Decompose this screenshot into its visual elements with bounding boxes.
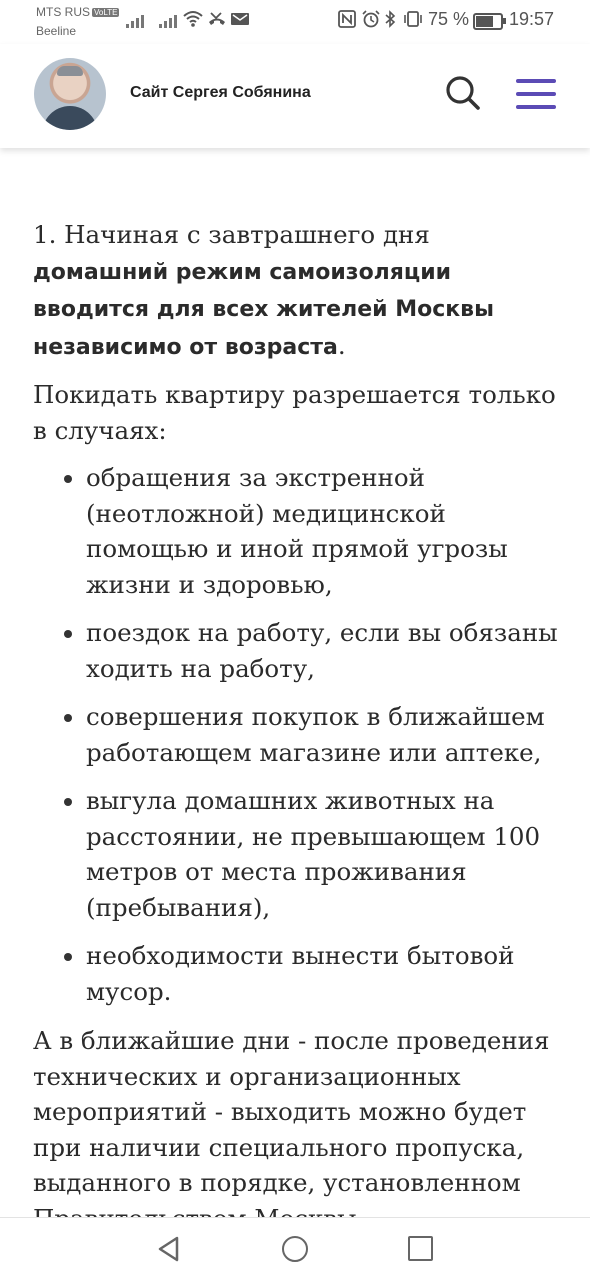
- wifi-icon: [183, 10, 203, 33]
- battery-icon: [473, 13, 503, 30]
- carrier-secondary: Beeline: [36, 24, 77, 38]
- list-item: обращения за экстренной (неотложной) медицинской помощью и иной прямой угрозы жизни и здоровью,: [33, 460, 563, 602]
- system-nav-bar: [0, 1217, 590, 1281]
- list-item: необходимости вынести бытовой мусор.: [33, 938, 563, 1009]
- message-icon: [230, 10, 250, 33]
- status-bar: [0, 0, 590, 44]
- article-body: [33, 217, 563, 1248]
- list-item: поездок на работу, если вы обязаны ходить на работу,: [33, 615, 563, 686]
- point-1-emphasis: домашний режим самоизоляции вводится для всех жителей Москвы независимо от возраста: [33, 259, 495, 360]
- back-button[interactable]: [156, 1235, 182, 1263]
- battery-level: [476, 16, 493, 27]
- vibrate-icon: [402, 10, 424, 33]
- search-icon: [443, 74, 483, 114]
- clock: 19:57: [509, 9, 555, 29]
- allowed-cases-list: [33, 460, 563, 1009]
- site-title[interactable]: Сайт Сергея Собянина: [130, 84, 311, 101]
- nfc-icon: [338, 10, 356, 33]
- search-button[interactable]: [443, 74, 483, 114]
- leave-intro: Покидать квартиру разрешается только в случаях:: [33, 380, 556, 445]
- alarm-icon: [362, 10, 380, 33]
- site-header: [0, 44, 590, 148]
- back-icon: [156, 1235, 182, 1263]
- menu-button[interactable]: [516, 77, 558, 111]
- home-button[interactable]: [282, 1236, 308, 1262]
- list-item: выгула домашних животных на расстоянии, не превышающем 100 метров от места проживания (пребывания),: [33, 783, 563, 925]
- recent-apps-button[interactable]: [408, 1236, 433, 1261]
- volte-badge: VoLTE: [94, 8, 118, 17]
- point-1: 1. Начиная с завтрашнего дня домашний режим самоизоляции вводится для всех жителей Москвы независимо от возраста.: [33, 220, 495, 360]
- signal-icon: [159, 12, 177, 28]
- list-item: совершения покупок в ближайшем работающем магазине или аптеке,: [33, 699, 563, 770]
- missed-call-icon: [207, 10, 227, 33]
- avatar[interactable]: [34, 58, 106, 130]
- bluetooth-icon: [384, 10, 396, 33]
- battery-percent: 75 %: [428, 9, 470, 29]
- closing-paragraph: А в ближайшие дни - после проведения технических и организационных мероприятий - выходить можно будет при наличии специального пропуска, выданного в порядке, установленном: [33, 1026, 550, 1197]
- signal-icon: [126, 12, 144, 28]
- carrier-primary: MTS RUS VoLTE: [36, 5, 118, 19]
